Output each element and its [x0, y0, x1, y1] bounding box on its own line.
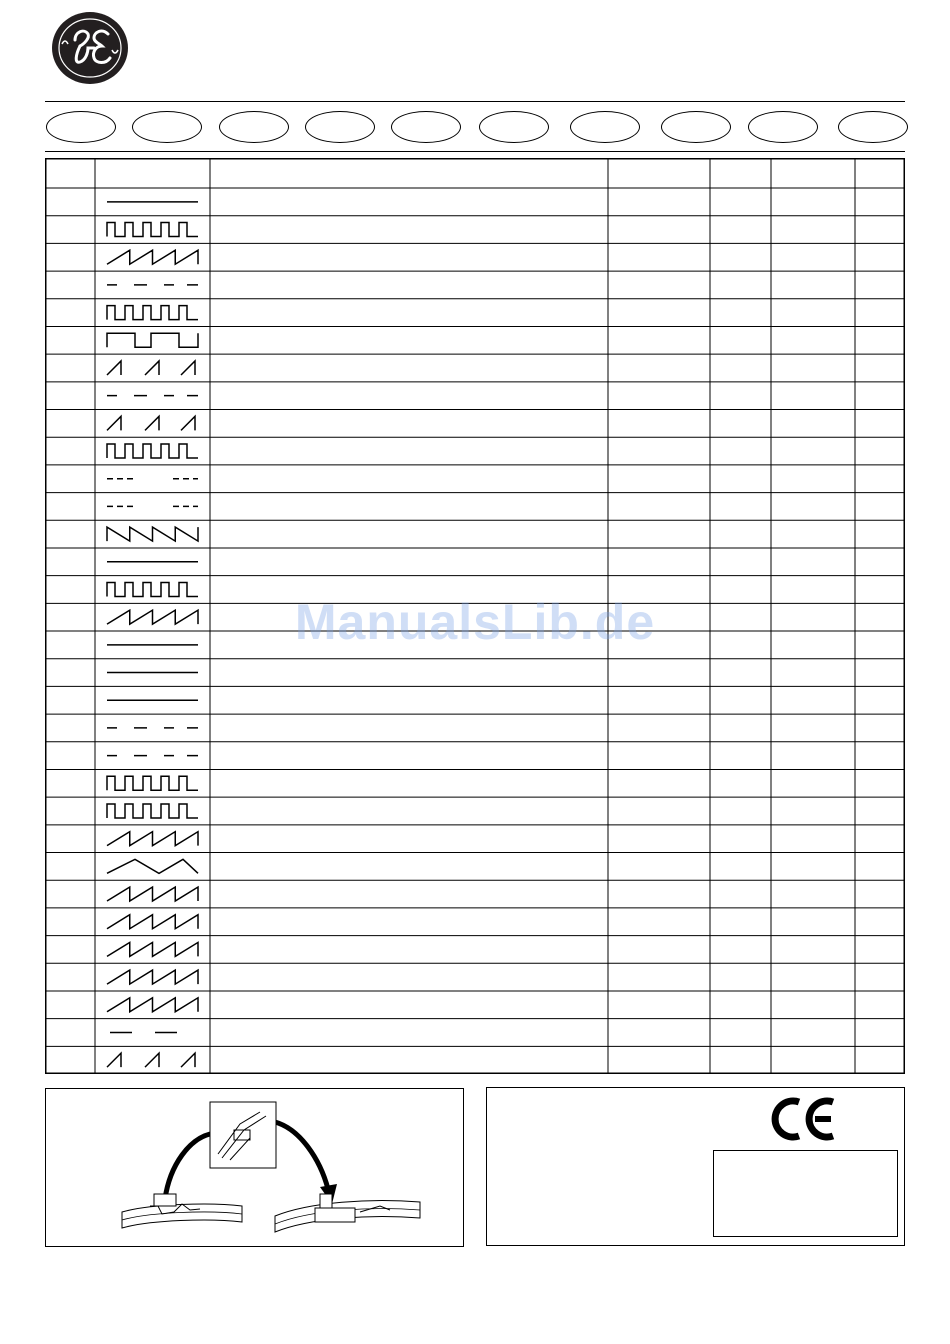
- flash-pattern-triangle-icon: [107, 859, 198, 873]
- language-oval: [479, 111, 549, 143]
- language-oval: [838, 111, 908, 143]
- flash-pattern-sparse-saw-icon: [107, 416, 195, 430]
- header-rule-bottom: [45, 151, 905, 152]
- flash-pattern-square-icon: [107, 223, 198, 237]
- language-oval: [46, 111, 116, 143]
- ce-mark-icon: [769, 1094, 839, 1144]
- flash-pattern-square-icon: [107, 804, 198, 818]
- flash-pattern-sparse-saw-icon: [107, 361, 195, 375]
- flash-pattern-saw-icon: [107, 887, 198, 901]
- flash-pattern-square-icon: [107, 582, 198, 596]
- header-rule-top: [45, 101, 905, 102]
- language-oval: [305, 111, 375, 143]
- language-oval: [570, 111, 640, 143]
- language-oval: [748, 111, 818, 143]
- flash-pattern-reverse-saw-icon: [107, 527, 198, 541]
- flash-pattern-slow-square-icon: [107, 333, 198, 347]
- lamp-mounting-illustration: [110, 1094, 430, 1239]
- flash-pattern-saw-icon: [107, 610, 198, 624]
- language-oval: [219, 111, 289, 143]
- watermark: ManualsLib.de: [294, 594, 656, 650]
- flash-pattern-saw-icon: [107, 915, 198, 929]
- label-box: [713, 1150, 898, 1237]
- flash-pattern-saw-icon: [107, 998, 198, 1012]
- flash-pattern-table: [45, 158, 905, 1074]
- language-oval: [391, 111, 461, 143]
- flash-pattern-saw-icon: [107, 250, 198, 264]
- flash-pattern-square-icon: [107, 444, 198, 458]
- flash-pattern-sparse-saw-icon: [107, 1053, 195, 1067]
- flash-pattern-saw-icon: [107, 832, 198, 846]
- flash-pattern-square-icon: [107, 776, 198, 790]
- flash-pattern-saw-icon: [107, 942, 198, 956]
- language-oval: [661, 111, 731, 143]
- flash-pattern-saw-icon: [107, 970, 198, 984]
- ge-logo-icon: [50, 10, 130, 86]
- flash-pattern-square-icon: [107, 306, 198, 320]
- language-oval: [132, 111, 202, 143]
